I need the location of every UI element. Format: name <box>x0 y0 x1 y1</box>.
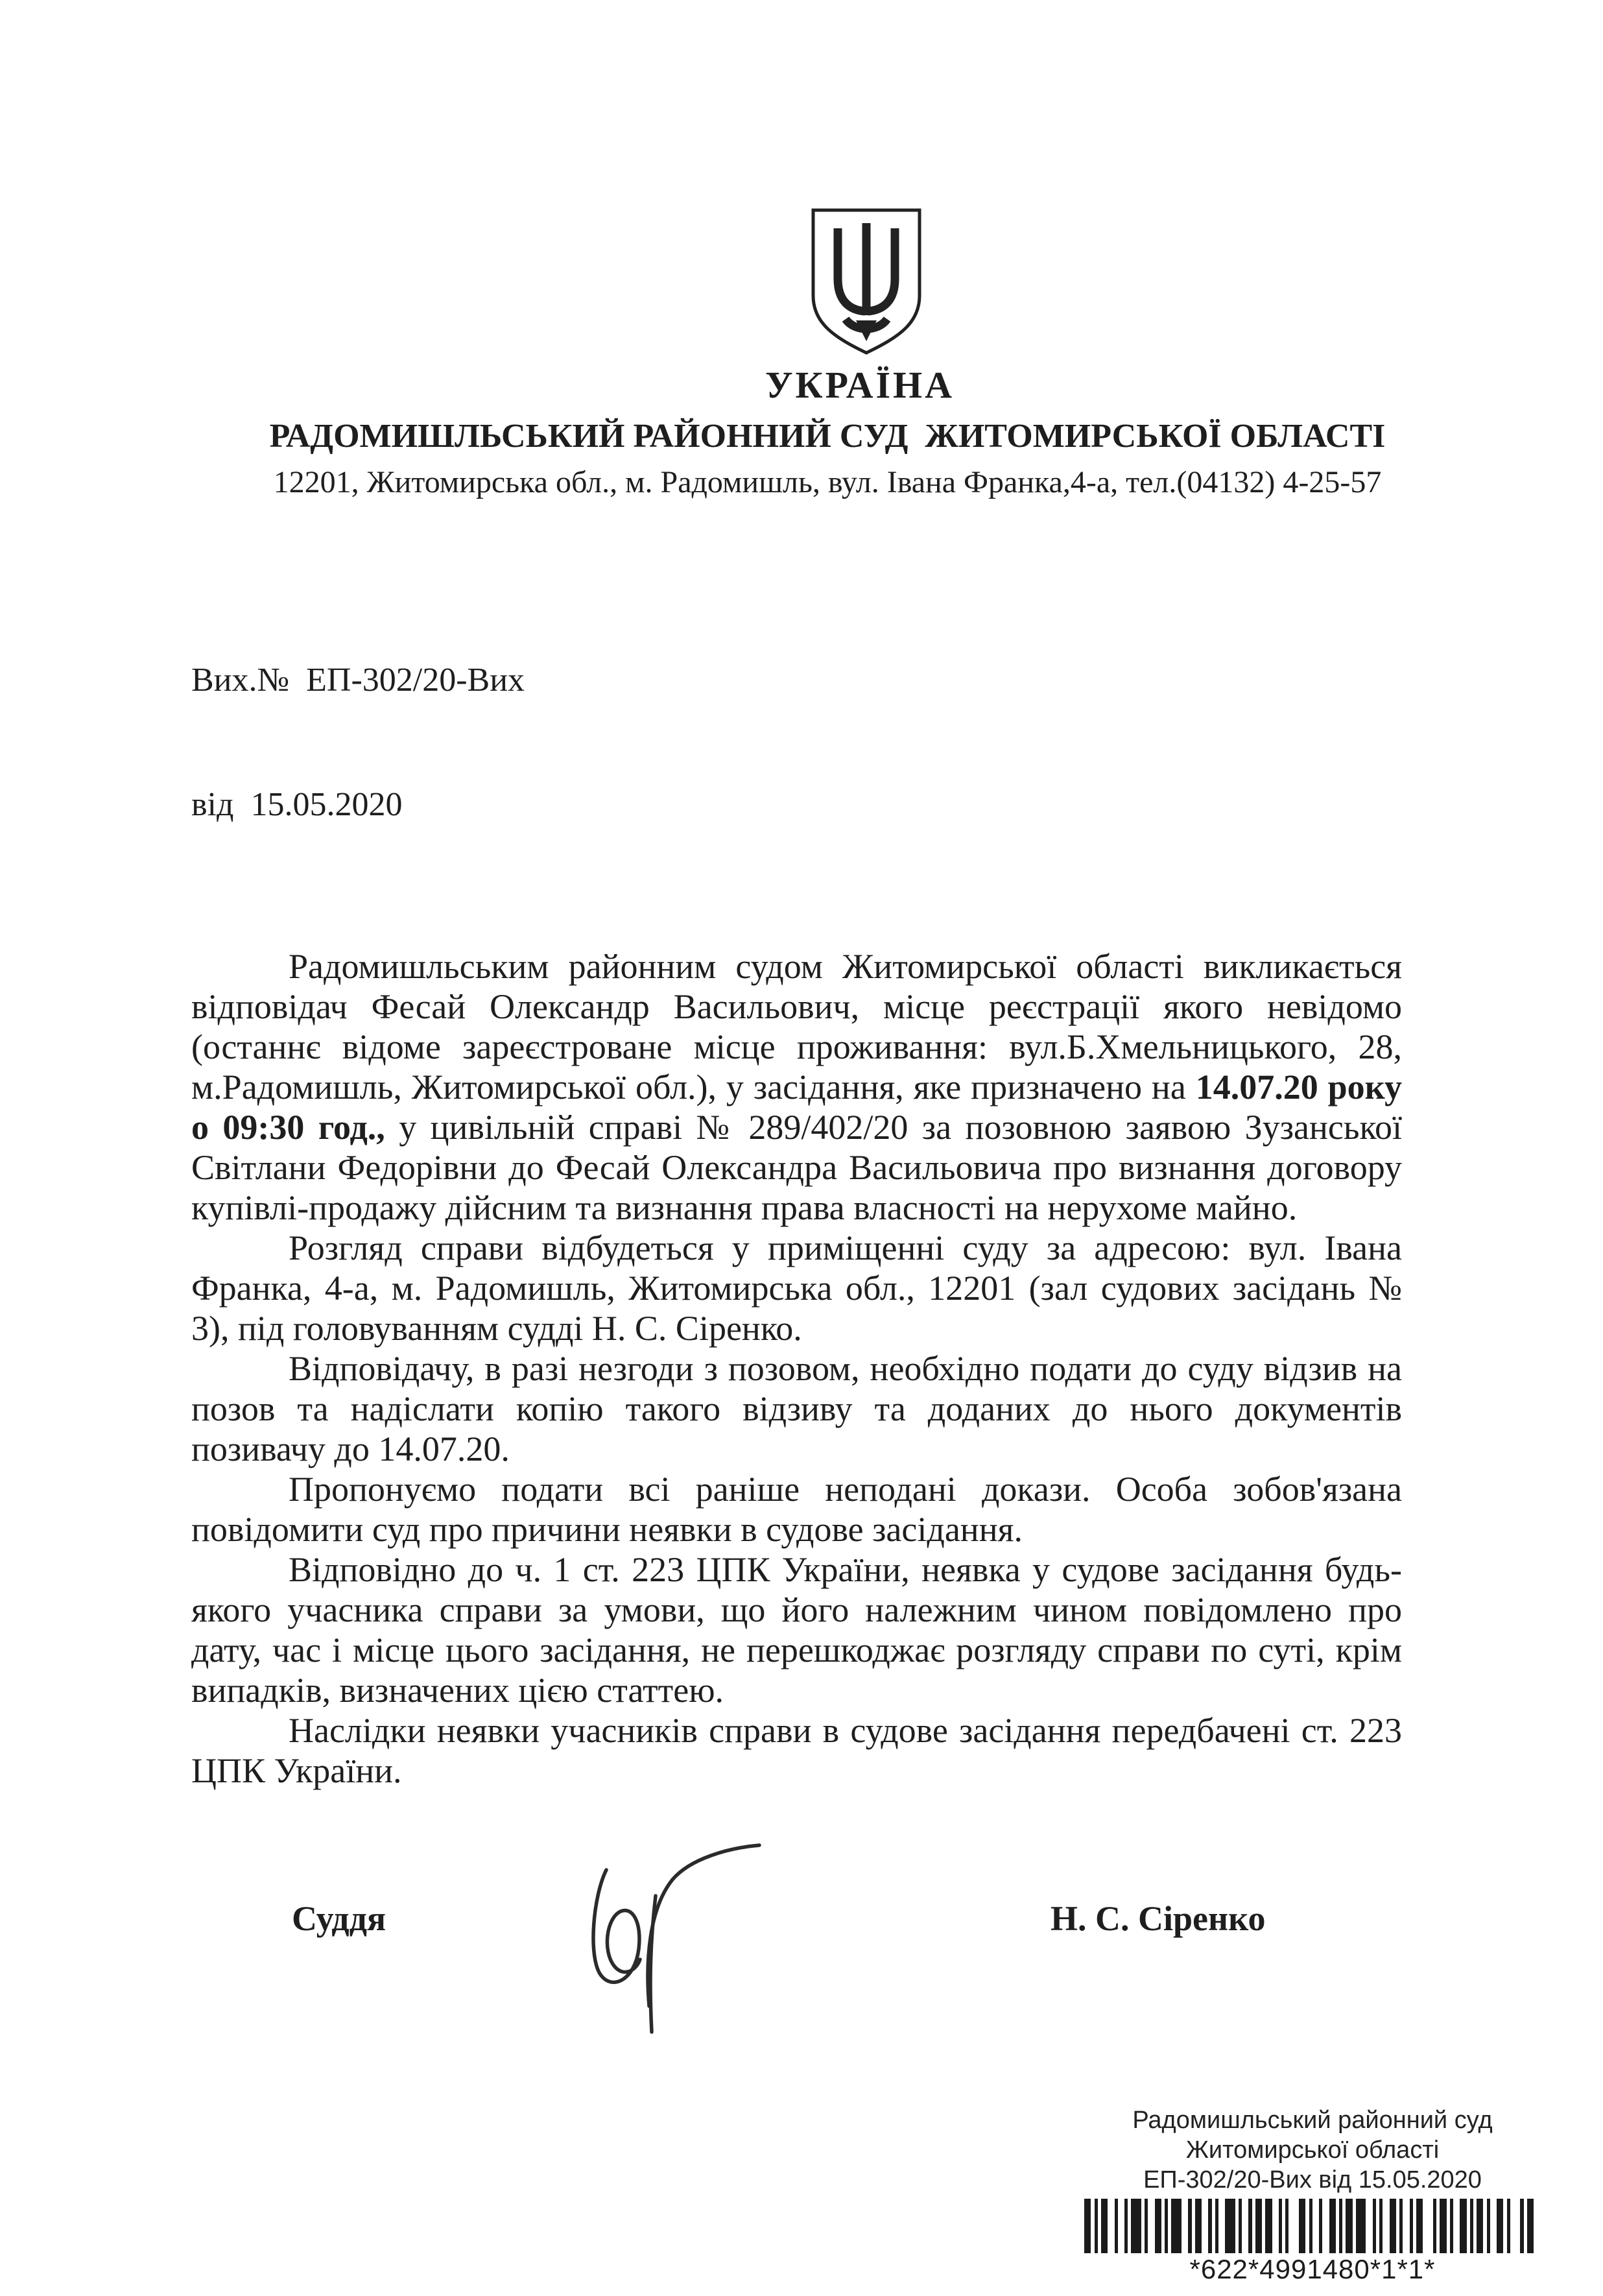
summons-text-after: у цивільній справі № 289/402/20 за позовною заявою Зузанської Світлани Федорівни до Фесай Олександра Васильовича про визнання договору купівлі-продажу дійсним та визнання права власності на нерухоме майно. <box>191 1108 1402 1227</box>
document-body <box>0 946 1603 1791</box>
footer-doc-ref: ЕП-302/20-Вих від 15.05.2020 <box>1143 2166 1482 2194</box>
paragraph-evidence-notice: Пропонуємо подати всі раніше неподані докази. Особа зобов'язана повідомити суд про причини неявки в судове засідання. <box>191 1470 1402 1549</box>
court-name: РАДОМИШЛЬСЬКИЙ РАЙОННИЙ СУД ЖИТОМИРСЬКОЇ ОБЛАСТІ <box>269 418 1386 455</box>
paragraph-response-requirement: Відповідачу, в разі незгоди з позовом, необхідно подати до суду відзив на позов та надіслати копію такого відзиву та доданих до нього документів позивачу до 14.07.20. <box>191 1349 1402 1468</box>
footer-court-line1: Радомишльський районний суд <box>1132 2107 1493 2134</box>
signer-name: Н. С. Сіренко <box>1051 1899 1266 1938</box>
summons-text-before: Радомишльським районним судом Житомирської області викликається відповідач Фесай Олександр Васильович, місце реєстрації якого невідомо (останнє відоме зареєстроване місце проживання: вул.Б.Хмельницького, 28, м.Радомишль, Житомирської обл.), у засідання, яке призначено на <box>191 947 1402 1106</box>
registration-footer <box>1084 2105 1541 2286</box>
court-address: 12201, Житомирська обл., м. Радомишль, вул. Івана Франка,4-а, тел.(04132) 4-25-57 <box>273 465 1382 499</box>
ukraine-trident-emblem <box>808 206 925 357</box>
paragraph-summons <box>191 946 1402 1228</box>
paragraph-consequences: Наслідки неявки учасників справи в судове засідання передбачені ст. 223 ЦПК України. <box>191 1711 1402 1790</box>
paragraph-hearing-location: Розгляд справи відбудеться у приміщенні суду за адресою: вул. Івана Франка, 4-а, м. Радомишль, Житомирська обл., 12201 (зал судових засідань № 3), під головуванням судді Н. С. Сіренко. <box>191 1228 1402 1348</box>
footer-court-line2: Житомирської області <box>1185 2136 1440 2164</box>
signature-block <box>0 1856 1603 2050</box>
document-barcode <box>1084 2199 1541 2253</box>
letterhead <box>0 0 1603 500</box>
outgoing-number: Вих.№ ЕП-302/20-Вих <box>191 662 525 699</box>
country-title: УКРАЇНА <box>765 364 955 406</box>
signer-role-label: Суддя <box>292 1899 386 1938</box>
paragraph-cpc-article: Відповідно до ч. 1 ст. 223 ЦПК України, неявка у судове засідання будь-якого учасника справи за умови, що його належним чином повідомлено про дату, час і місце цього засідання, не перешкоджає розгляду справи по суті, крім випадків, визначених цією статтею. <box>191 1550 1402 1710</box>
barcode-text: *622*4991480*1*1* <box>1189 2254 1436 2284</box>
hearing-datetime: 14.07.20 року о 09:30 год., <box>191 1068 1402 1147</box>
handwritten-signature <box>528 1843 820 2037</box>
reference-block <box>0 577 1603 909</box>
outgoing-date: від 15.05.2020 <box>191 786 403 823</box>
